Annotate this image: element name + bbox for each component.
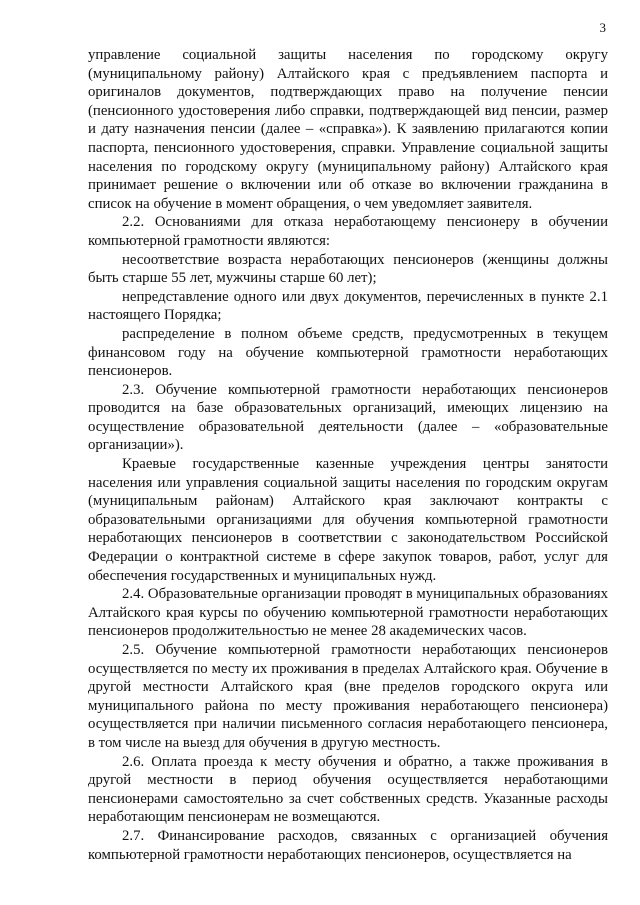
list-item-age: несоответствие возраста неработающих пенсионеров (женщины должны быть старше 55 лет, мужчины старше 60 лет); [88, 251, 608, 287]
paragraph-2-2: 2.2. Основаниями для отказа неработающему пенсионеру в обучении компьютерной грамотности являются: [88, 214, 608, 249]
page-number: 3 [599, 20, 606, 35]
paragraph-2-4: 2.4. Образовательные организации проводят в муниципальных образованиях Алтайского края курсы по обучению компьютерной грамотности неработающих пенсионеров продолжительностью не менее 28 академических часов. [88, 586, 608, 640]
list-item-funds: распределение в полном объеме средств, предусмотренных в текущем финансовом году на обучение компьютерной грамотности неработающих пенсионеров. [88, 325, 608, 380]
paragraph-continuation: управление социальной защиты населения по городскому округу (муниципальному району) Алтайского края с предъявлением паспорта и оригиналов документов, подтверждающих право на получение пенсии (пенсионного удостоверения либо справки, подтверждающей вид пенсии, размер и дату назначения пенсии (далее – «справка»). К заявлению прилагаются копии паспорта, пенсионного удостоверения, справки. Управление социальной защиты населения по городскому округу (муниципальному району) Алтайского края принимает решение о включении или об отказе во включении гражданина в список на обучение в момент обращения, о чем уведомляет заявителя. [88, 47, 608, 212]
list-item-documents: непредставление одного или двух документов, перечисленных в пункте 2.1 настоящего Порядка; [88, 288, 608, 324]
paragraph-2-3: 2.3. Обучение компьютерной грамотности неработающих пенсионеров проводится на базе образовательных организаций, имеющих лицензию на осуществление образовательной деятельности (далее – «образовательные организации»). [88, 381, 608, 454]
paragraph-contracts: Краевые государственные казенные учреждения центры занятости населения или управления социальной защиты населения по городским округам (муниципальным районам) Алтайского края заключают контракты с образовательными организациями для обучения компьютерной грамотности неработающих пенсионеров в соответствии с законодательством Российской Федерации о контрактной системе в сфере закупок товаров, работ, услуг для обеспечения государственных и муниципальных нужд. [88, 456, 608, 584]
paragraph-2-6: 2.6. Оплата проезда к месту обучения и обратно, а также проживания в другой местности в период обучения осуществляется неработающими пенсионерами самостоятельно за счет собственных средств. Указанные расходы неработающим пенсионерам не возмещаются. [88, 753, 608, 826]
document-body [88, 46, 608, 864]
paragraph-2-5: 2.5. Обучение компьютерной грамотности неработающих пенсионеров осуществляется по месту их проживания в пределах Алтайского края. Обучение в другой местности Алтайского края (вне пределов городского округа или муниципального района по месту проживания неработающего пенсионера) осуществляется при наличии письменного согласия неработающего пенсионера, в том числе на выезд для обучения в другую местность. [88, 642, 608, 751]
paragraph-2-7: 2.7. Финансирование расходов, связанных с организацией обучения компьютерной грамотности неработающих пенсионеров, осуществляется на [88, 827, 608, 863]
